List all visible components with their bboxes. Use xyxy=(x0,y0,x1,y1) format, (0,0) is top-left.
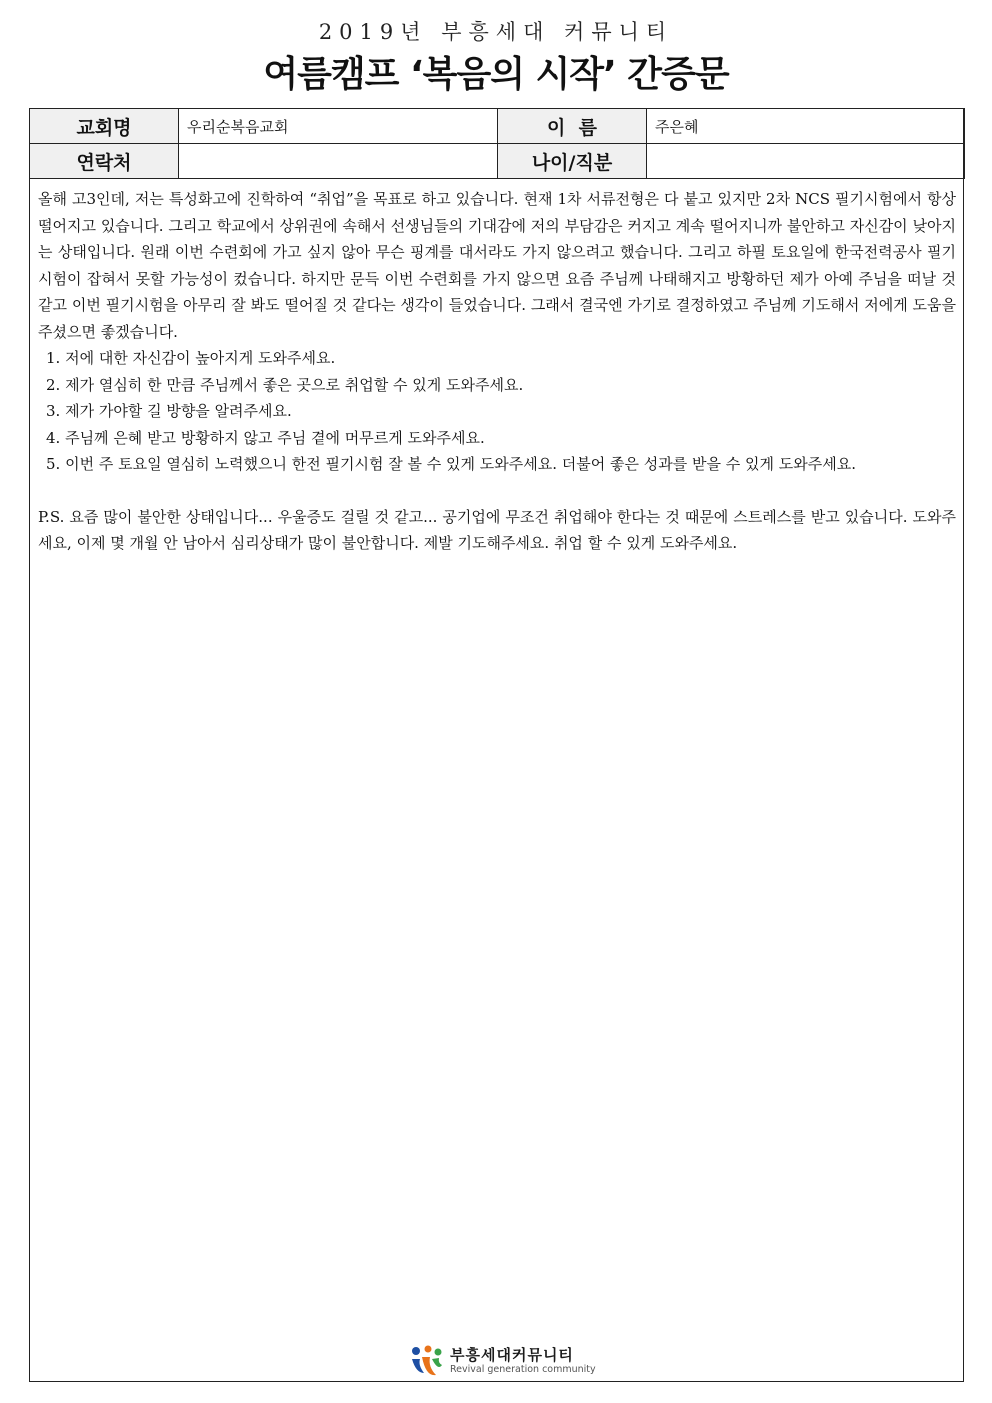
contact-label: 연락처 xyxy=(30,144,179,179)
page-title: 여름캠프 ‘복음의 시작’ 간증문 xyxy=(263,54,729,95)
name-value: 주은혜 xyxy=(647,109,965,144)
page-subtitle: 2019년 부흥세대 커뮤니티 xyxy=(318,20,674,44)
info-table xyxy=(29,108,965,179)
spacer xyxy=(38,478,956,504)
prayer-item-5: 5. 이번 주 토요일 열심히 노력했으니 한전 필기시험 잘 볼 수 있게 도와주세요. 더불어 좋은 성과를 받을 수 있게 도와주세요. xyxy=(46,455,856,473)
ps-paragraph: P.S. 요즘 많이 불안한 상태입니다... 우울증도 걸릴 것 같고... 공기업에 무조건 취업해야 한다는 것 때문에 스트레스를 받고 있습니다. 도와주세요, 이제 몇 개월 안 남아서 심리상태가 많이 불안합니다. 제발 기도해주세요. 취업 할 수 있게 도와주세요. xyxy=(38,507,956,552)
name-label: 이 름 xyxy=(498,109,647,144)
church-value: 우리순복음교회 xyxy=(179,109,498,144)
prayer-item-2: 2. 제가 열심히 한 만큼 주님께서 좋은 곳으로 취업할 수 있게 도와주세요. xyxy=(46,375,524,394)
footer-logo xyxy=(408,1343,596,1379)
contact-value xyxy=(179,144,498,179)
community-logo-icon xyxy=(408,1343,444,1379)
logo-english: Revival generation community xyxy=(450,1364,596,1375)
age-role-label: 나이/직분 xyxy=(498,144,647,179)
logo-name: 부흥세대커뮤니티 xyxy=(450,1346,574,1364)
church-label: 교회명 xyxy=(30,109,179,144)
prayer-item-3: 3. 제가 가야할 길 방향을 알려주세요. xyxy=(46,402,292,420)
age-role-value xyxy=(647,144,965,179)
info-row-1 xyxy=(30,109,965,144)
prayer-item-4: 4. 주님께 은혜 받고 방황하지 않고 주님 곁에 머무르게 도와주세요. xyxy=(46,428,485,447)
info-row-2 xyxy=(30,144,965,179)
testimony-body xyxy=(38,186,956,557)
prayer-item-1: 1. 저에 대한 자신감이 높아지게 도와주세요. xyxy=(46,349,336,367)
intro-paragraph: 올해 고3인데, 저는 특성화고에 진학하여 “취업”을 목표로 하고 있습니다. 현재 1차 서류전형은 다 붙고 있지만 2차 NCS 필기시험에서 항상 떨어지고 있습니다. 그리고 학교에서 상위권에 속해서 선생님들의 기대감에 저의 부담감은 커지고 계속 떨어지니까 불안하고 자신감이 낮아지는 상태입니다. 원래 이번 수련회에 가고 싶지 않아 무슨 핑계를 대서라도 가지 않으려고 했습니다. 그리고 하필 토요일에 한국전력공사 필기시험이 잡혀서 못할 가능성이 컸습니다. 하지만 문득 이번 수련회를 가지 않으면 요즘 주님께 나태해지고 방황하던 제가 아예 주님을 떠날 것 같고 이번 필기시험을 아무리 잘 봐도 떨어질 것 같다는 생각이 들었습니다. 그래서 결국엔 가기로 결정하였고 주님께 기도해서 저에게 도움을 주셨으면 좋겠습니다. xyxy=(38,190,956,341)
